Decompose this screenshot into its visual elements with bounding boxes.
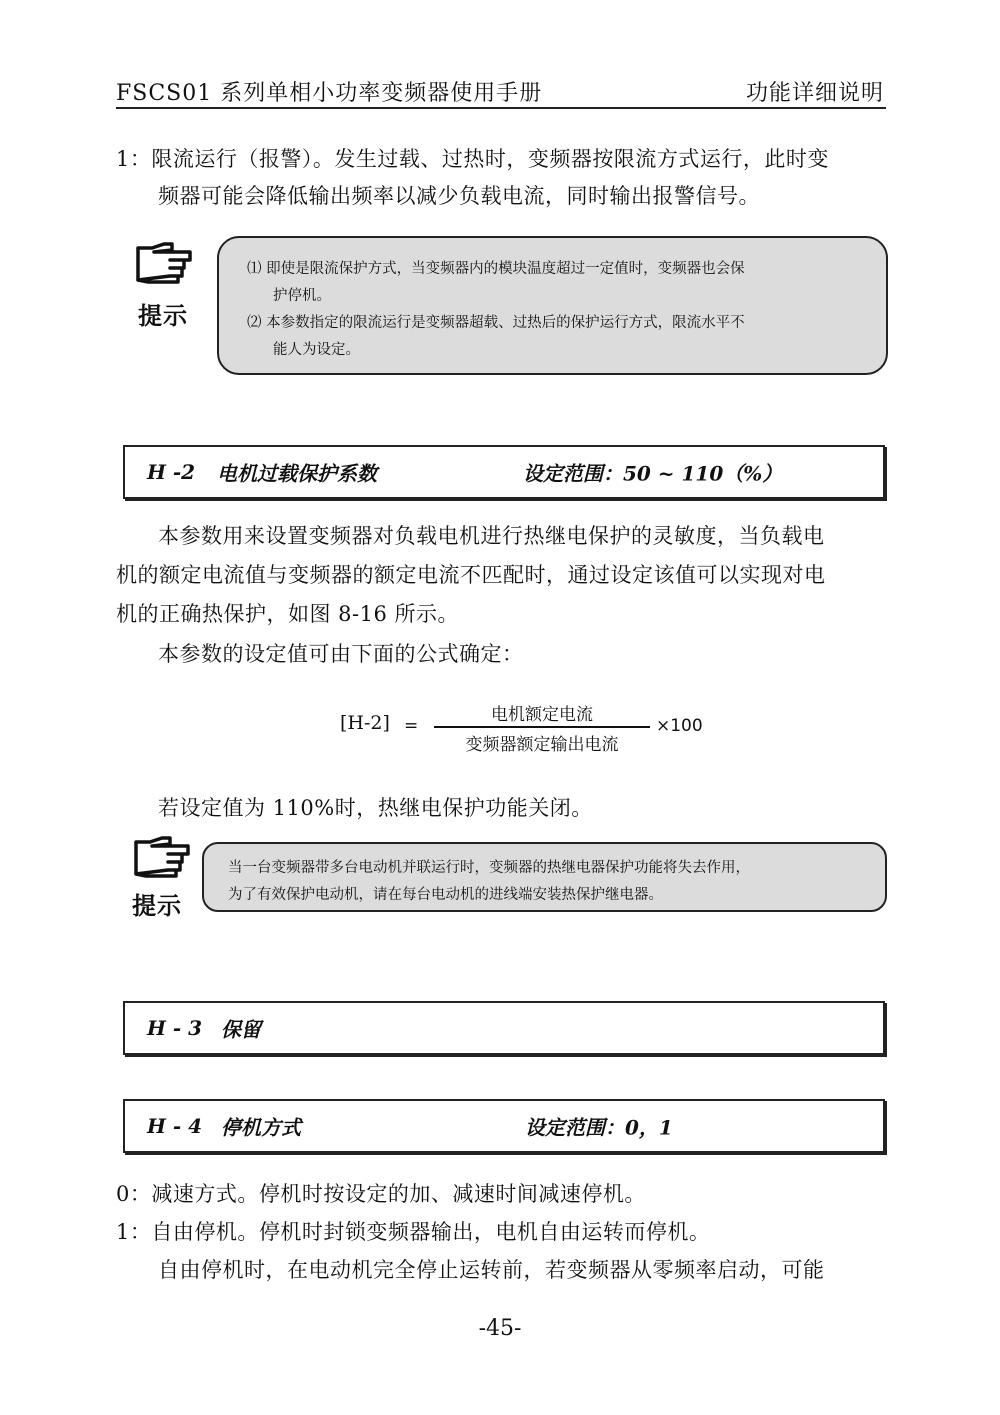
tip2-line-2: 为了有效保护电动机，请在每台电动机的进线端安装热保护继电器。 bbox=[228, 887, 663, 903]
formula-equals: = bbox=[404, 716, 419, 736]
section-h4-range: 设定范围：0，1 bbox=[525, 1115, 673, 1140]
header-rule bbox=[116, 107, 886, 109]
section-h4-code: H - 4 bbox=[147, 1114, 203, 1138]
document-title: FSCS01 系列单相小功率变频器使用手册 bbox=[116, 81, 543, 106]
section-h3-code: H - 3 bbox=[147, 1016, 203, 1040]
intro-line-1: 1：限流运行（报警）。发生过载、过热时，变频器按限流方式运行，此时变 bbox=[116, 147, 829, 171]
h2-para3: 若设定值为 110%时，热继电保护功能关闭。 bbox=[158, 796, 593, 820]
tip-box-2 bbox=[202, 842, 887, 912]
tip-label: 提示 bbox=[132, 892, 182, 920]
tip-box-1 bbox=[217, 236, 888, 375]
formula-multiplier: ×100 bbox=[656, 716, 703, 736]
h2-para2: 本参数的设定值可由下面的公式确定： bbox=[158, 642, 524, 666]
h4-para: 自由停机时，在电动机完全停止运转前，若变频器从零频率启动，可能 bbox=[158, 1258, 825, 1282]
h2-para1-line-3: 机的正确热保护，如图 8-16 所示。 bbox=[116, 602, 460, 626]
formula-fraction-bar bbox=[434, 726, 650, 728]
tip-label: 提示 bbox=[138, 302, 188, 330]
intro-line-2: 频器可能会降低输出频率以减少负载电流，同时输出报警信号。 bbox=[158, 184, 760, 208]
formula-lhs: [H-2] bbox=[340, 712, 390, 734]
h4-option-0: 0：减速方式。停机时按设定的加、减速时间减速停机。 bbox=[116, 1182, 646, 1206]
section-h2-name: 电机过载保护系数 bbox=[217, 461, 377, 486]
section-h3-header bbox=[123, 1001, 885, 1055]
tip1-item-1-line-1: ⑴ 即使是限流保护方式，当变频器内的模块温度超过一定值时，变频器也会保 bbox=[247, 261, 745, 277]
formula-numerator: 电机额定电流 bbox=[491, 705, 593, 725]
h4-option-1: 1：自由停机。停机时封锁变频器输出，电机自由运转而停机。 bbox=[116, 1220, 711, 1244]
tip2-line-1: 当一台变频器带多台电动机并联运行时，变频器的热继电器保护功能将失去作用， bbox=[228, 860, 750, 876]
pointing-hand-icon bbox=[132, 836, 192, 880]
section-h3-name: 保留 bbox=[221, 1017, 261, 1042]
h2-para1-line-1: 本参数用来设置变频器对负载电机进行热继电保护的灵敏度，当负载电 bbox=[158, 524, 825, 548]
h2-para1-line-2: 机的额定电流值与变频器的额定电流不匹配时，通过设定该值可以实现对电 bbox=[116, 563, 826, 587]
tip1-item-1-line-2: 护停机。 bbox=[273, 288, 331, 304]
section-h4-name: 停机方式 bbox=[221, 1115, 301, 1140]
section-h4-header bbox=[123, 1099, 885, 1153]
section-h2-header bbox=[123, 445, 885, 499]
section-h2-range: 设定范围：50 ~ 110（%） bbox=[523, 461, 783, 486]
formula-denominator: 变频器额定输出电流 bbox=[465, 735, 619, 755]
section-h2-code: H -2 bbox=[147, 460, 196, 484]
tip1-item-2-line-2: 能人为设定。 bbox=[273, 342, 360, 358]
pointing-hand-icon bbox=[134, 242, 194, 286]
page-number: -45- bbox=[478, 1316, 522, 1341]
chapter-title: 功能详细说明 bbox=[745, 81, 884, 106]
tip1-item-2-line-1: ⑵ 本参数指定的限流运行是变频器超载、过热后的保护运行方式，限流水平不 bbox=[247, 315, 745, 331]
